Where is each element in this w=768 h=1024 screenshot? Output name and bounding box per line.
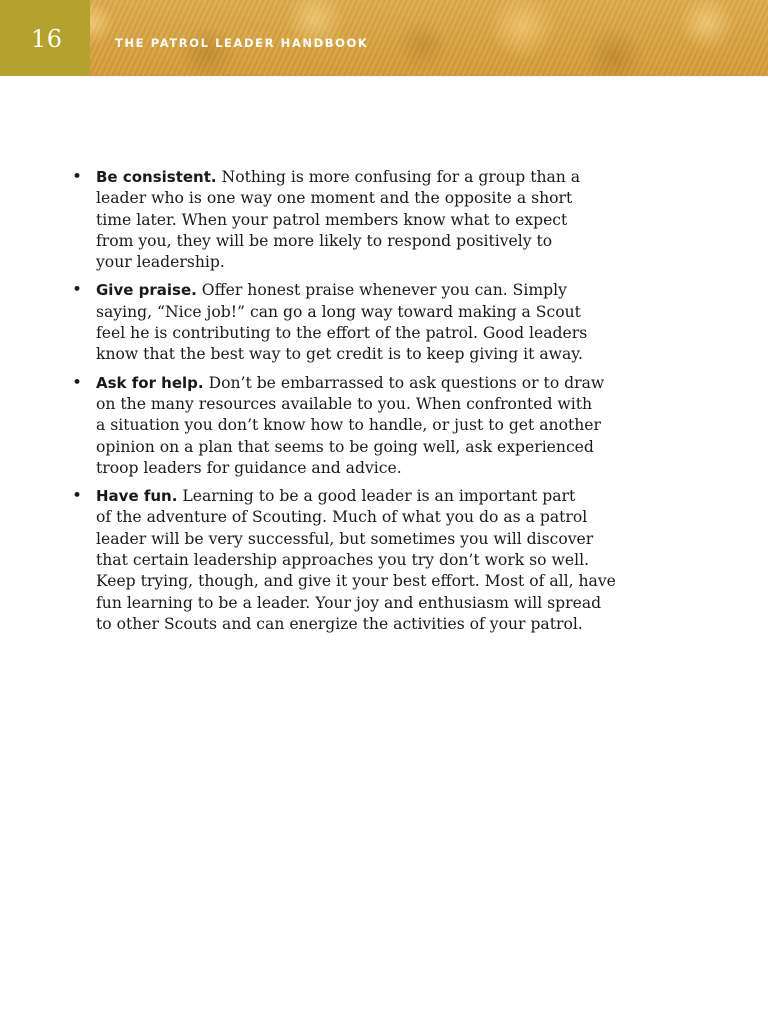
bullet-point: • <box>72 280 83 301</box>
bullet-point: • <box>72 372 83 393</box>
paragraph-line: time later. When your patrol members know what to expect <box>96 210 568 229</box>
paragraph-text: Learning to be a good leader is an important part <box>177 487 576 506</box>
list-item <box>68 280 668 365</box>
paragraph-line: your leadership. <box>96 253 225 272</box>
bullet-lead-in: Have fun. <box>96 487 178 506</box>
paragraph-line: fun learning to be a leader. Your joy and enthusiasm will spread <box>96 593 602 612</box>
list-item <box>68 167 668 273</box>
paragraph-line: leader who is one way one moment and the opposite a short <box>96 189 573 208</box>
paragraph-line: on the many resources available to you. When confronted with <box>96 394 593 413</box>
list-item <box>68 486 668 635</box>
page-number: 16 <box>31 25 63 53</box>
paragraph-line <box>96 486 668 507</box>
bullet-lead-in: Give praise. <box>96 281 197 300</box>
bullet-lead-in: Ask for help. <box>96 373 204 392</box>
paragraph-text: Nothing is more confusing for a group than a <box>216 168 581 186</box>
header-band <box>0 0 768 76</box>
bullet-list <box>68 167 668 642</box>
paragraph-text: Offer honest praise whenever you can. Simply <box>196 281 567 300</box>
paragraph-line: a situation you don’t know how to handle, or just to get another <box>96 416 601 435</box>
paragraph-line: from you, they will be more likely to respond positively to <box>96 231 553 250</box>
paragraph-line <box>96 167 668 188</box>
paragraph-line: troop leaders for guidance and advice. <box>96 458 402 477</box>
paragraph-line: know that the best way to get credit is to keep giving it away. <box>96 345 584 364</box>
bullet-point: • <box>72 486 83 507</box>
paragraph-text: Don’t be embarrassed to ask questions or to draw <box>203 373 605 392</box>
paragraph-line: leader will be very successful, but sometimes you will discover <box>96 529 594 548</box>
bullet-point: • <box>72 167 83 187</box>
paragraph-line: to other Scouts and can energize the activities of your patrol. <box>96 614 583 633</box>
page-number-tab <box>0 0 90 76</box>
list-item <box>68 373 668 479</box>
paragraph-line <box>96 373 668 394</box>
paragraph-line: saying, “Nice job!” can go a long way toward making a Scout <box>96 302 581 321</box>
paragraph-line <box>96 280 668 301</box>
paragraph-line: feel he is contributing to the effort of the patrol. Good leaders <box>96 324 588 343</box>
paragraph-line: that certain leadership approaches you try don’t work so well. <box>96 551 590 570</box>
running-head: THE PATROL LEADER HANDBOOK <box>115 36 369 50</box>
bullet-lead-in: Be consistent. <box>96 168 217 186</box>
paragraph-line: Keep trying, though, and give it your best effort. Most of all, have <box>96 572 616 591</box>
paragraph-line: of the adventure of Scouting. Much of what you do as a patrol <box>96 508 588 527</box>
paragraph-line: opinion on a plan that seems to be going well, ask experienced <box>96 437 594 456</box>
